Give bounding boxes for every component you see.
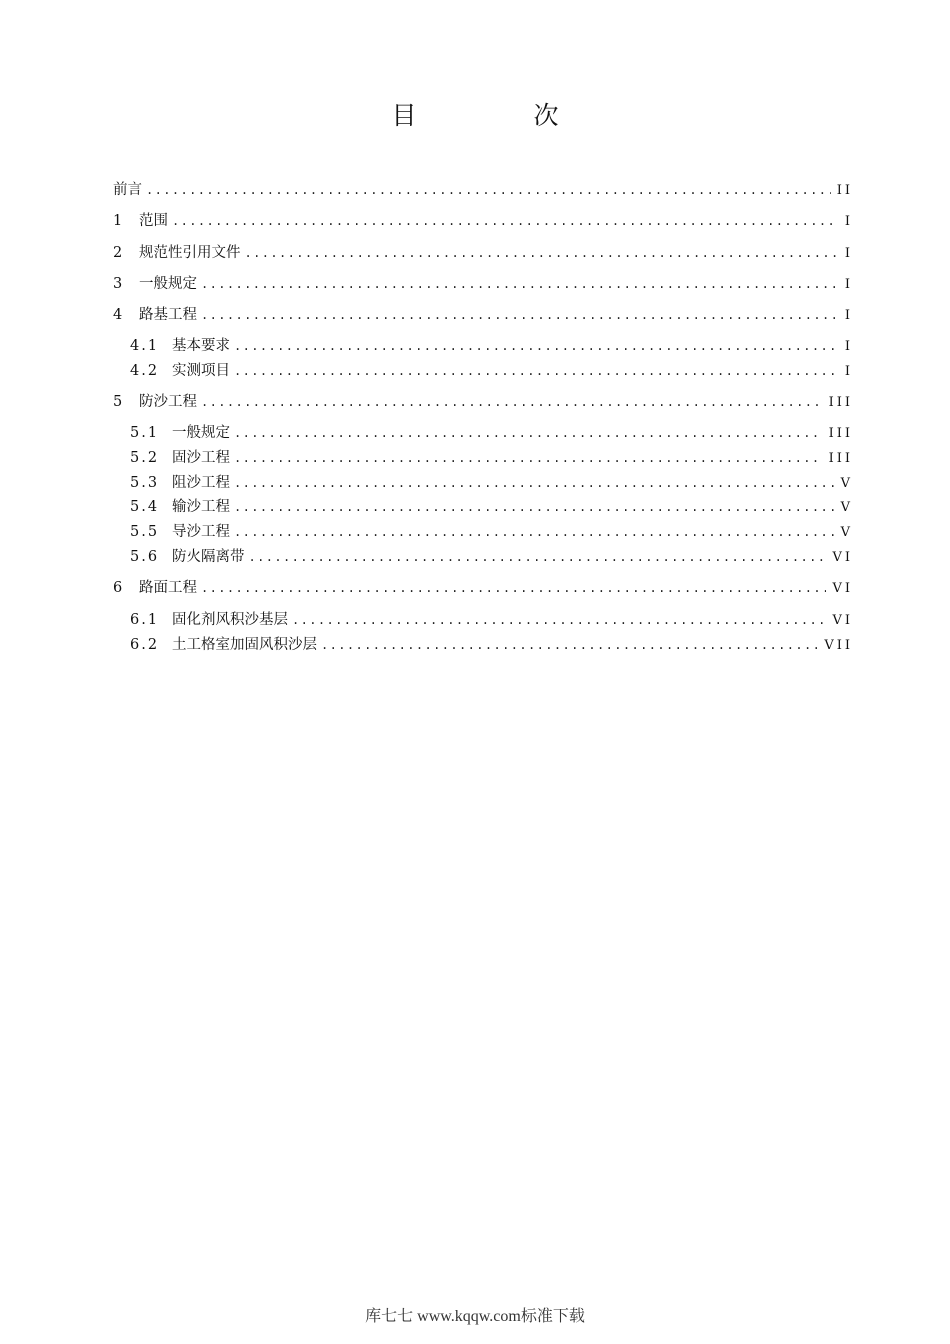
toc-leader-dots: [201, 272, 839, 296]
toc-entry-4-1[interactable]: [130, 334, 853, 358]
toc-entry-5-4[interactable]: [130, 495, 853, 519]
toc-leader-dots: [201, 576, 826, 600]
toc-entry-number: 5.1: [130, 425, 160, 441]
toc-entry-1[interactable]: [113, 209, 853, 233]
toc-entry-number: 5.6: [130, 549, 160, 565]
toc-entry-page: V: [840, 500, 853, 515]
toc-entry-label: 阻沙工程: [172, 475, 230, 491]
toc-entry-label: 实测项目: [172, 363, 230, 379]
toc-leader-dots: [321, 633, 818, 657]
toc-entry-label: 路基工程: [139, 307, 197, 323]
toc-entry-6[interactable]: [113, 576, 853, 600]
toc-entry-page: I: [844, 364, 853, 379]
footer-watermark: 库七七 www.kqqw.com标准下载: [365, 1308, 585, 1325]
toc-leader-dots: [201, 303, 839, 327]
toc-entry-number: 1: [113, 213, 125, 229]
toc-leader-dots: [234, 471, 835, 495]
toc-entry-number: 4.1: [130, 338, 160, 354]
toc-entry-label: 一般规定: [172, 425, 230, 441]
toc-leader-dots: [172, 209, 839, 233]
toc-entry-page: I: [844, 277, 853, 292]
toc-entry-label: 输沙工程: [172, 499, 230, 515]
toc-entry-4[interactable]: [113, 303, 853, 327]
toc-entry-3[interactable]: [113, 272, 853, 296]
toc-leader-dots: [234, 334, 839, 358]
toc-entry-5[interactable]: [113, 390, 853, 414]
toc-entry-page: III: [828, 395, 853, 410]
toc-entry-page: I: [844, 246, 853, 261]
toc-entry-page: III: [828, 451, 853, 466]
toc-entry-number: 5.4: [130, 499, 160, 515]
toc-entry-label: 基本要求: [172, 338, 230, 354]
toc-entry-label: 防沙工程: [139, 394, 197, 410]
toc-entry-label: 导沙工程: [172, 524, 230, 540]
toc-entry-6-1[interactable]: [130, 608, 853, 632]
toc-entry-5-1[interactable]: [130, 421, 853, 445]
toc-leader-dots: [146, 178, 831, 202]
toc-entry-5-5[interactable]: [130, 520, 853, 544]
toc-entry-label: 路面工程: [139, 580, 197, 596]
toc-entry-number: 5: [113, 394, 125, 410]
toc-leader-dots: [292, 608, 826, 632]
toc-entry-page: VII: [824, 638, 853, 653]
toc-entry-label: 前言: [113, 182, 142, 198]
toc-entry-number: 5.5: [130, 524, 160, 540]
toc-entry-number: 4: [113, 307, 125, 323]
toc-entry-page: VI: [832, 613, 853, 628]
toc-entry-4-2[interactable]: [130, 359, 853, 383]
toc-entry-page: I: [844, 339, 853, 354]
toc-entry-number: 5.2: [130, 450, 160, 466]
page-title: 目 次: [391, 101, 605, 130]
toc-entry-page: VI: [832, 550, 853, 565]
toc-leader-dots: [234, 520, 835, 544]
toc-leader-dots: [234, 359, 839, 383]
toc-entry-2[interactable]: [113, 241, 853, 265]
toc-entry-label: 固沙工程: [172, 450, 230, 466]
toc-entry-page: V: [840, 525, 853, 540]
toc-entry-page: III: [828, 426, 853, 441]
toc-entry-number: 6.1: [130, 612, 160, 628]
toc-entry-page: I: [844, 214, 853, 229]
toc-entry-number: 6: [113, 580, 125, 596]
toc-entry-number: 4.2: [130, 363, 160, 379]
toc-entry-number: 2: [113, 245, 125, 261]
toc-leader-dots: [201, 390, 823, 414]
toc-leader-dots: [234, 446, 823, 470]
toc-entry-label: 固化剂风积沙基层: [172, 612, 288, 628]
toc-entry-page: V: [840, 476, 853, 491]
toc-entry-foreword[interactable]: [113, 178, 853, 202]
toc-leader-dots: [234, 421, 823, 445]
toc-entry-5-3[interactable]: [130, 471, 853, 495]
toc-leader-dots: [245, 241, 839, 265]
toc-entry-label: 规范性引用文件: [139, 245, 241, 261]
toc-entry-number: 3: [113, 276, 125, 292]
toc-entry-6-2[interactable]: [130, 633, 853, 657]
toc-entry-label: 一般规定: [139, 276, 197, 292]
toc-entry-page: VI: [832, 581, 853, 596]
toc-entry-page: I: [844, 308, 853, 323]
toc-entry-number: 5.3: [130, 475, 160, 491]
toc-entry-label: 土工格室加固风积沙层: [172, 637, 317, 653]
toc-entry-5-2[interactable]: [130, 446, 853, 470]
toc-entry-number: 6.2: [130, 637, 160, 653]
toc-entry-page: II: [836, 183, 853, 198]
toc-leader-dots: [249, 545, 827, 569]
toc-entry-label: 防火隔离带: [172, 549, 245, 565]
toc-entry-label: 范围: [139, 213, 168, 229]
toc-leader-dots: [234, 495, 835, 519]
toc-entry-5-6[interactable]: [130, 545, 853, 569]
